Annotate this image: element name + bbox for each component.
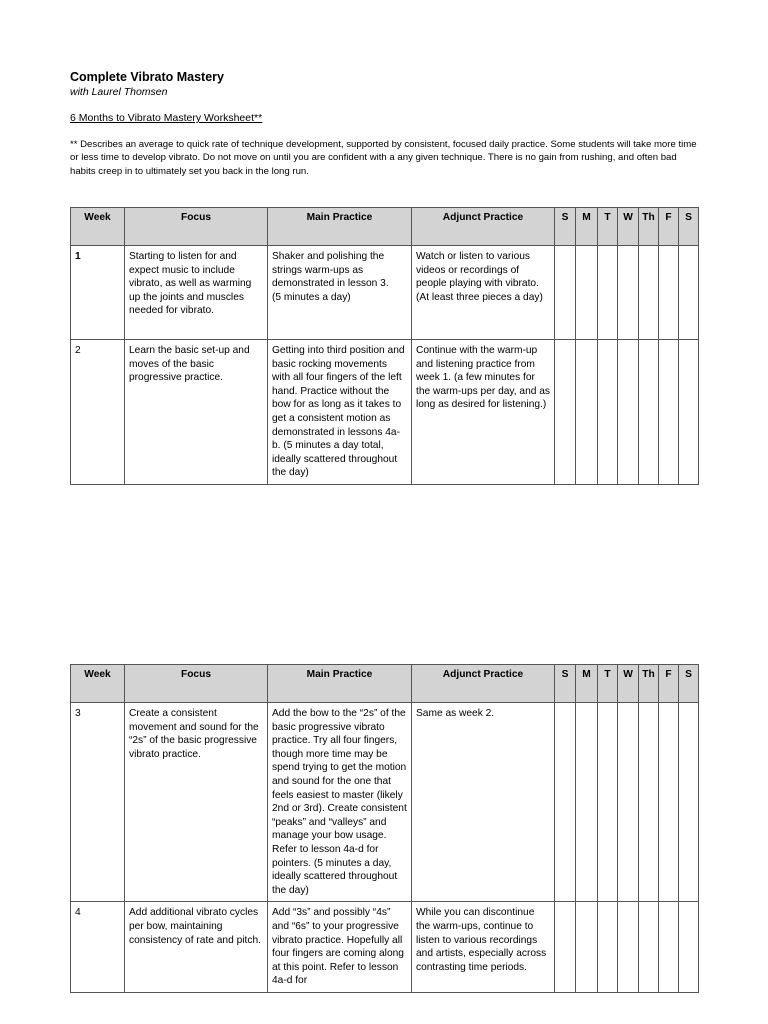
table-header-row (71, 665, 699, 703)
checkbox-cell-sunday[interactable] (555, 246, 576, 340)
checkbox-cell-thursday[interactable] (639, 246, 659, 340)
checkbox-cell-saturday[interactable] (679, 246, 699, 340)
footnote-text: ** Describes an average to quick rate of technique development, supported by consistent, focused daily practice. Some students will take more time or less time to develop vibrato. Do not move on until you are confident with a any given technique. There is no gain from rushing, and often bad habits creep in to ultimately set you back in the long run. (70, 139, 697, 177)
adjunct-practice-cell: Watch or listen to various videos or recordings of people playing with vibrato. (At least three pieces a day) (412, 246, 555, 340)
main-practice-cell: Getting into third position and basic rocking movements with all four fingers of the left hand. Practice without the bow for as long as it takes to get a consistent motion as demonstrated in lessons 4a-b. (5 minutes a day total, ideally scattered throughout the day) (268, 340, 412, 485)
adjunct-practice-cell: Same as week 2. (412, 703, 555, 902)
col-header-week: Week (71, 208, 125, 246)
table-row (71, 902, 699, 993)
week-cell: 1 (71, 246, 125, 340)
week-cell: 3 (71, 703, 125, 902)
checkbox-cell-monday[interactable] (576, 340, 598, 485)
checkbox-cell-sunday[interactable] (555, 902, 576, 993)
checkbox-cell-friday[interactable] (659, 246, 679, 340)
checkbox-cell-tuesday[interactable] (598, 340, 618, 485)
checkbox-cell-wednesday[interactable] (618, 246, 639, 340)
table-header-row (71, 208, 699, 246)
document-title: Complete Vibrato Mastery (70, 70, 224, 84)
col-header-focus: Focus (125, 665, 268, 703)
col-header-monday: M (576, 665, 598, 703)
col-header-friday: F (659, 208, 679, 246)
checkbox-cell-saturday[interactable] (679, 340, 699, 485)
worksheet-table-weeks-3-4 (70, 664, 699, 993)
checkbox-cell-monday[interactable] (576, 902, 598, 993)
adjunct-practice-cell: While you can discontinue the warm-ups, continue to listen to various recordings and artists, especially across contrasting time periods. (412, 902, 555, 993)
checkbox-cell-tuesday[interactable] (598, 246, 618, 340)
col-header-thursday: Th (639, 665, 659, 703)
col-header-adjunct-practice: Adjunct Practice (412, 208, 555, 246)
checkbox-cell-wednesday[interactable] (618, 902, 639, 993)
checkbox-cell-friday[interactable] (659, 703, 679, 902)
main-practice-cell: Add the bow to the “2s” of the basic progressive vibrato practice. Try all four fingers, though more time may be spend trying to get the motion and sound for the one that feels easiest to master (likely 2nd or 3rd). Create consistent “peaks” and “valleys” and manage your bow usage. Refer to lesson 4a-d for pointers. (5 minutes a day, ideally scattered throughout the day) (268, 703, 412, 902)
checkbox-cell-tuesday[interactable] (598, 902, 618, 993)
col-header-saturday: S (679, 208, 699, 246)
table-row (71, 703, 699, 902)
col-header-wednesday: W (618, 665, 639, 703)
checkbox-cell-saturday[interactable] (679, 703, 699, 902)
focus-cell: Learn the basic set-up and moves of the basic progressive practice. (125, 340, 268, 485)
checkbox-cell-friday[interactable] (659, 902, 679, 993)
main-practice-cell: Shaker and polishing the strings warm-ups as demonstrated in lesson 3. (5 minutes a day) (268, 246, 412, 340)
main-practice-cell: Add “3s” and possibly “4s” and “6s” to your progressive vibrato practice. Hopefully all four fingers are coming along at this point. Refer to lesson 4a-d for (268, 902, 412, 993)
col-header-main-practice: Main Practice (268, 208, 412, 246)
checkbox-cell-wednesday[interactable] (618, 703, 639, 902)
focus-cell: Add additional vibrato cycles per bow, maintaining consistency of rate and pitch. (125, 902, 268, 993)
col-header-monday: M (576, 208, 598, 246)
col-header-week: Week (71, 665, 125, 703)
checkbox-cell-thursday[interactable] (639, 902, 659, 993)
table-row (71, 246, 699, 340)
col-header-tuesday: T (598, 208, 618, 246)
checkbox-cell-thursday[interactable] (639, 703, 659, 902)
col-header-sunday: S (555, 665, 576, 703)
adjunct-practice-cell: Continue with the warm-up and listening practice from week 1. (a few minutes for the warm-ups per day, and as long as desired for listening.) (412, 340, 555, 485)
checkbox-cell-saturday[interactable] (679, 902, 699, 993)
worksheet-table-weeks-1-2 (70, 207, 699, 485)
checkbox-cell-monday[interactable] (576, 246, 598, 340)
checkbox-cell-sunday[interactable] (555, 703, 576, 902)
checkbox-cell-thursday[interactable] (639, 340, 659, 485)
document-subtitle: with Laurel Thomsen (70, 86, 168, 98)
checkbox-cell-friday[interactable] (659, 340, 679, 485)
col-header-wednesday: W (618, 208, 639, 246)
col-header-focus: Focus (125, 208, 268, 246)
focus-cell: Create a consistent movement and sound for the “2s” of the basic progressive vibrato practice. (125, 703, 268, 902)
col-header-main-practice: Main Practice (268, 665, 412, 703)
col-header-sunday: S (555, 208, 576, 246)
worksheet-title: 6 Months to Vibrato Mastery Worksheet** (70, 112, 263, 124)
col-header-thursday: Th (639, 208, 659, 246)
col-header-adjunct-practice: Adjunct Practice (412, 665, 555, 703)
col-header-saturday: S (679, 665, 699, 703)
week-cell: 2 (71, 340, 125, 485)
checkbox-cell-tuesday[interactable] (598, 703, 618, 902)
checkbox-cell-wednesday[interactable] (618, 340, 639, 485)
week-cell: 4 (71, 902, 125, 993)
col-header-tuesday: T (598, 665, 618, 703)
checkbox-cell-sunday[interactable] (555, 340, 576, 485)
focus-cell: Starting to listen for and expect music to include vibrato, as well as warming up the joints and muscles needed for vibrato. (125, 246, 268, 340)
col-header-friday: F (659, 665, 679, 703)
table-row (71, 340, 699, 485)
checkbox-cell-monday[interactable] (576, 703, 598, 902)
